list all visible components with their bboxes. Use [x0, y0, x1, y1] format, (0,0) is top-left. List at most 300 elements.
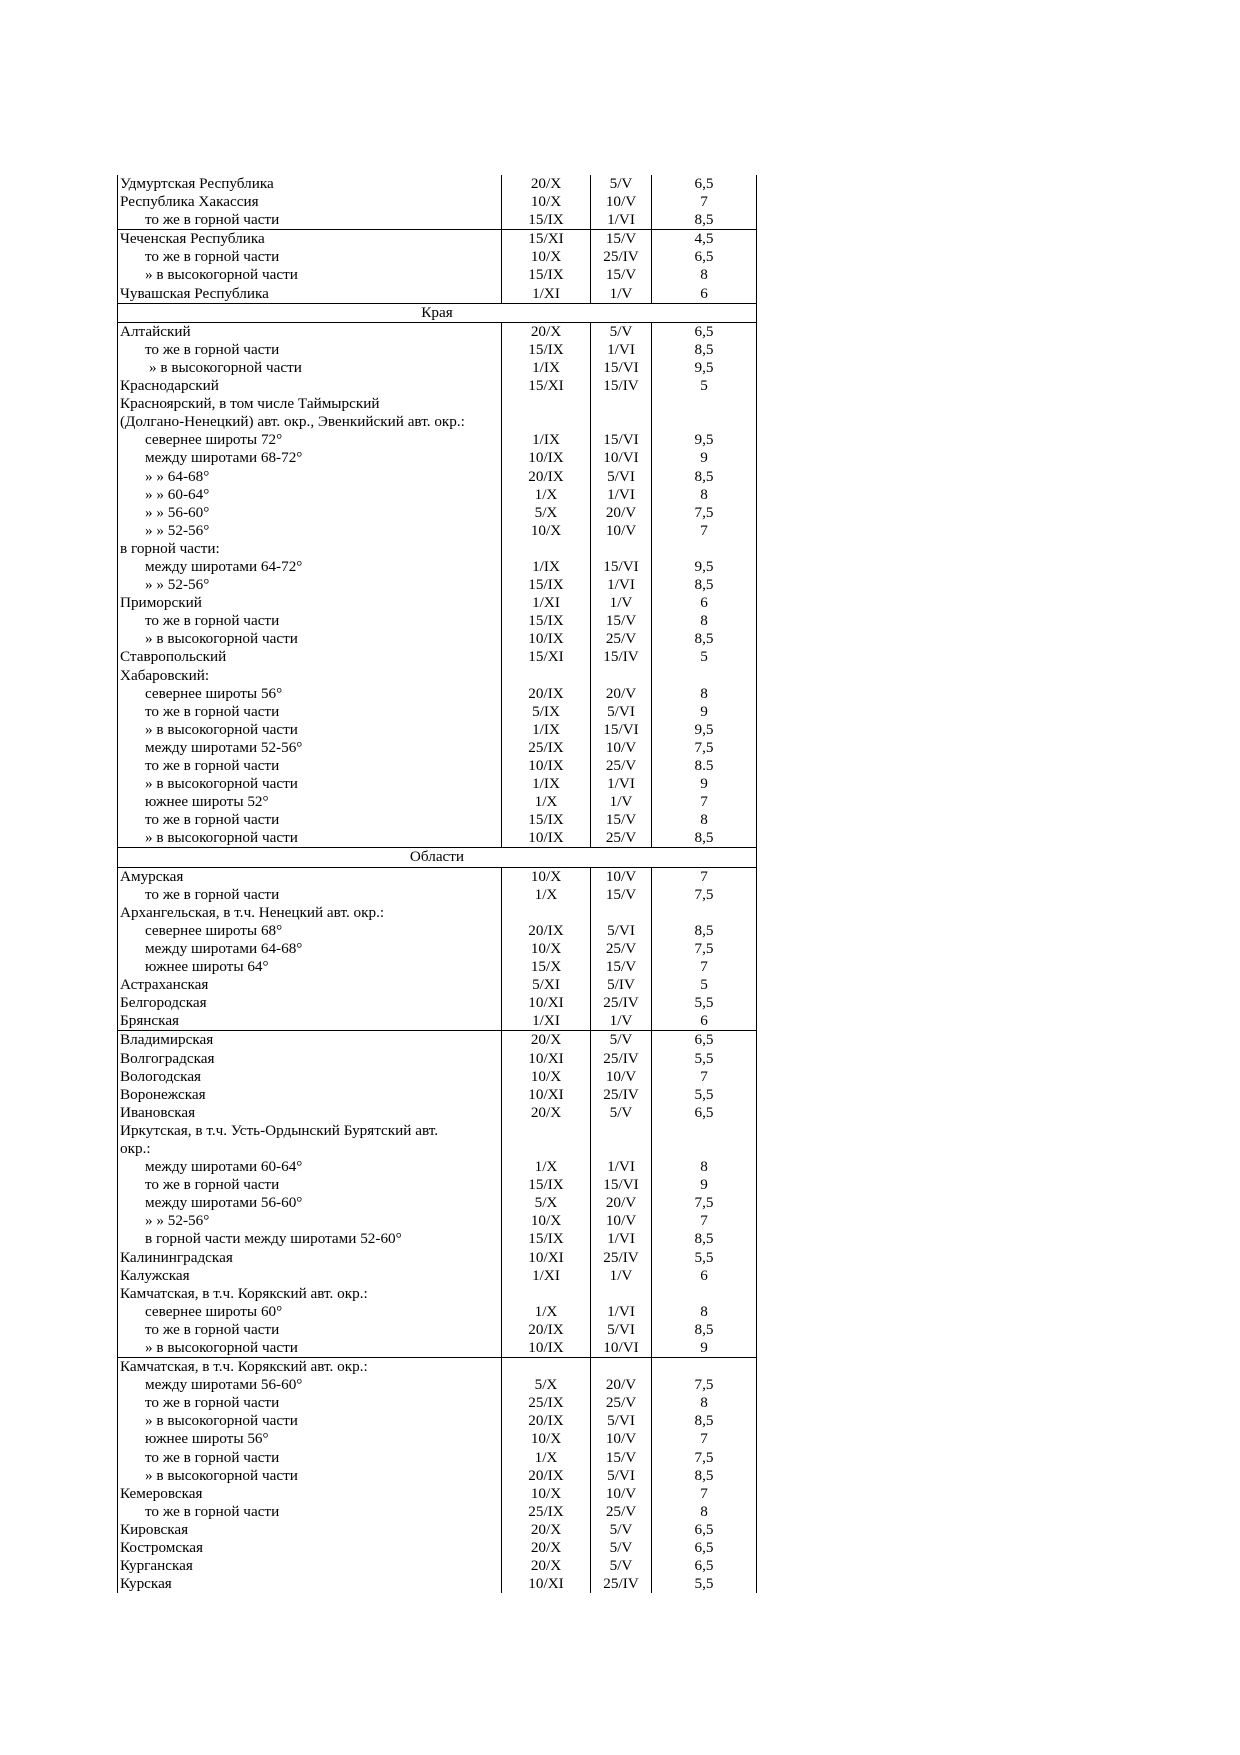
start-date-cell: 10/XI [502, 1575, 591, 1593]
table-row [118, 1176, 757, 1194]
region-name-cell: » в высокогорной части [118, 1467, 502, 1485]
region-name-cell: Краснодарский [118, 377, 502, 395]
start-date-cell: 1/IX [502, 431, 591, 449]
duration-cell: 8.5 [652, 757, 757, 775]
duration-cell: 8,5 [652, 1412, 757, 1430]
region-name-cell: Чувашская Республика [118, 285, 502, 304]
table-row [118, 630, 757, 648]
start-date-cell: 15/IX [502, 1176, 591, 1194]
region-name-cell: Приморский [118, 594, 502, 612]
region-name-cell: южнее широты 64° [118, 958, 502, 976]
start-date-cell [502, 667, 591, 685]
region-name-cell: » » 52-56° [118, 1212, 502, 1230]
duration-cell: 8,5 [652, 1230, 757, 1248]
end-date-cell [591, 395, 652, 413]
duration-cell [652, 395, 757, 413]
start-date-cell: 1/IX [502, 359, 591, 377]
table-row [118, 886, 757, 904]
table-row [118, 1485, 757, 1503]
end-date-cell: 1/VI [591, 576, 652, 594]
start-date-cell: 1/X [502, 486, 591, 504]
region-name-cell: Республика Хакассия [118, 193, 502, 211]
duration-cell: 7 [652, 958, 757, 976]
region-name-cell: то же в горной части [118, 886, 502, 904]
duration-cell: 5,5 [652, 1575, 757, 1593]
duration-cell: 7 [652, 1430, 757, 1448]
duration-cell: 7 [652, 1068, 757, 1086]
end-date-cell: 5/V [591, 1031, 652, 1050]
start-date-cell: 15/IX [502, 576, 591, 594]
table-row [118, 431, 757, 449]
table-row [118, 867, 757, 886]
start-date-cell: 20/X [502, 1104, 591, 1122]
duration-cell: 8 [652, 1158, 757, 1176]
duration-cell: 8 [652, 685, 757, 703]
region-name-cell: Владимирская [118, 1031, 502, 1050]
table-row [118, 1285, 757, 1303]
duration-cell: 8,5 [652, 468, 757, 486]
start-date-cell: 25/IX [502, 1394, 591, 1412]
region-name-cell: » » 60-64° [118, 486, 502, 504]
end-date-cell: 10/V [591, 522, 652, 540]
table-row [118, 395, 757, 413]
table-row [118, 940, 757, 958]
duration-cell: 7,5 [652, 940, 757, 958]
start-date-cell: 10/X [502, 193, 591, 211]
duration-cell: 5 [652, 648, 757, 666]
duration-cell: 7,5 [652, 886, 757, 904]
end-date-cell: 25/IV [591, 1249, 652, 1267]
start-date-cell: 1/X [502, 1303, 591, 1321]
duration-cell: 8,5 [652, 1467, 757, 1485]
start-date-cell: 1/X [502, 1158, 591, 1176]
duration-cell: 8 [652, 266, 757, 284]
end-date-cell: 15/V [591, 266, 652, 284]
duration-cell: 9 [652, 1176, 757, 1194]
end-date-cell: 15/VI [591, 359, 652, 377]
duration-cell: 6 [652, 594, 757, 612]
region-name-cell: то же в горной части [118, 211, 502, 230]
end-date-cell: 5/V [591, 1104, 652, 1122]
table-row [118, 1267, 757, 1285]
duration-cell: 5,5 [652, 1086, 757, 1104]
end-date-cell: 5/IV [591, 976, 652, 994]
end-date-cell: 1/V [591, 594, 652, 612]
start-date-cell: 1/XI [502, 285, 591, 304]
table-row [118, 1140, 757, 1158]
start-date-cell: 5/XI [502, 976, 591, 994]
region-name-cell: то же в горной части [118, 1449, 502, 1467]
table-row [118, 230, 757, 249]
table-row [118, 976, 757, 994]
table-row [118, 175, 757, 193]
end-date-cell: 10/V [591, 1212, 652, 1230]
start-date-cell: 10/XI [502, 1050, 591, 1068]
start-date-cell: 10/X [502, 867, 591, 886]
duration-cell: 7 [652, 1212, 757, 1230]
end-date-cell: 25/IV [591, 1086, 652, 1104]
region-name-cell: то же в горной части [118, 341, 502, 359]
region-name-cell: то же в горной части [118, 1503, 502, 1521]
table-row [118, 667, 757, 685]
region-name-cell: в горной части между широтами 52-60° [118, 1230, 502, 1248]
region-name-cell: то же в горной части [118, 811, 502, 829]
end-date-cell: 5/VI [591, 1412, 652, 1430]
duration-cell: 9 [652, 1339, 757, 1358]
table-row [118, 994, 757, 1012]
duration-cell: 6,5 [652, 1031, 757, 1050]
duration-cell: 5 [652, 976, 757, 994]
region-name-cell: между широтами 56-60° [118, 1194, 502, 1212]
end-date-cell [591, 1140, 652, 1158]
table-row [118, 1339, 757, 1358]
duration-cell [652, 667, 757, 685]
end-date-cell: 15/V [591, 811, 652, 829]
duration-cell [652, 1140, 757, 1158]
end-date-cell: 5/V [591, 322, 652, 341]
region-name-cell: Камчатская, в т.ч. Корякский авт. окр.: [118, 1285, 502, 1303]
start-date-cell: 20/IX [502, 468, 591, 486]
start-date-cell: 1/X [502, 886, 591, 904]
duration-cell: 8,5 [652, 341, 757, 359]
table-row [118, 1031, 757, 1050]
duration-cell: 9,5 [652, 431, 757, 449]
end-date-cell: 1/V [591, 1012, 652, 1031]
table-row [118, 248, 757, 266]
start-date-cell: 15/IX [502, 211, 591, 230]
section-header-row [118, 303, 757, 322]
duration-cell: 5,5 [652, 1050, 757, 1068]
region-name-cell: (Долгано-Ненецкий) авт. окр., Эвенкийский авт. окр.: [118, 413, 502, 431]
table-row [118, 958, 757, 976]
start-date-cell: 20/X [502, 1031, 591, 1050]
start-date-cell: 15/IX [502, 341, 591, 359]
start-date-cell: 10/IX [502, 829, 591, 848]
region-name-cell: между широтами 68-72° [118, 449, 502, 467]
start-date-cell: 25/IX [502, 739, 591, 757]
table-row [118, 1249, 757, 1267]
table-row [118, 922, 757, 940]
start-date-cell: 1/X [502, 1449, 591, 1467]
table-row [118, 1303, 757, 1321]
end-date-cell: 1/VI [591, 1303, 652, 1321]
start-date-cell: 20/IX [502, 922, 591, 940]
region-name-cell: Белгородская [118, 994, 502, 1012]
start-date-cell: 1/XI [502, 1267, 591, 1285]
end-date-cell: 20/V [591, 1376, 652, 1394]
region-name-cell: окр.: [118, 1140, 502, 1158]
end-date-cell: 10/V [591, 193, 652, 211]
duration-cell: 9 [652, 449, 757, 467]
start-date-cell: 10/IX [502, 449, 591, 467]
start-date-cell: 20/X [502, 1521, 591, 1539]
table-row [118, 504, 757, 522]
end-date-cell: 15/VI [591, 431, 652, 449]
start-date-cell: 10/IX [502, 1339, 591, 1358]
end-date-cell: 15/VI [591, 1176, 652, 1194]
end-date-cell [591, 667, 652, 685]
region-name-cell: Кировская [118, 1521, 502, 1539]
region-name-cell: » в высокогорной части [118, 266, 502, 284]
end-date-cell: 25/V [591, 1503, 652, 1521]
region-name-cell: севернее широты 60° [118, 1303, 502, 1321]
end-date-cell: 15/V [591, 886, 652, 904]
duration-cell: 8 [652, 1394, 757, 1412]
table-row [118, 685, 757, 703]
region-name-cell: Курганская [118, 1557, 502, 1575]
region-name-cell: » » 56-60° [118, 504, 502, 522]
start-date-cell: 15/XI [502, 377, 591, 395]
region-name-cell: Волгоградская [118, 1050, 502, 1068]
end-date-cell [591, 540, 652, 558]
document-page [117, 175, 756, 1593]
start-date-cell: 20/X [502, 322, 591, 341]
duration-cell: 9,5 [652, 558, 757, 576]
start-date-cell: 20/IX [502, 1321, 591, 1339]
duration-cell: 6 [652, 285, 757, 304]
duration-cell: 6,5 [652, 322, 757, 341]
table-row [118, 612, 757, 630]
end-date-cell: 1/VI [591, 341, 652, 359]
table-row [118, 322, 757, 341]
end-date-cell: 25/V [591, 829, 652, 848]
start-date-cell: 5/X [502, 1194, 591, 1212]
table-row [118, 341, 757, 359]
region-name-cell: севернее широты 68° [118, 922, 502, 940]
table-row [118, 522, 757, 540]
end-date-cell: 25/V [591, 1394, 652, 1412]
end-date-cell: 25/IV [591, 248, 652, 266]
region-name-cell: » в высокогорной части [118, 829, 502, 848]
duration-cell: 9,5 [652, 359, 757, 377]
region-name-cell: Чеченская Республика [118, 230, 502, 249]
end-date-cell: 25/IV [591, 1050, 652, 1068]
table-row [118, 1557, 757, 1575]
end-date-cell: 10/VI [591, 449, 652, 467]
duration-cell: 8,5 [652, 211, 757, 230]
region-name-cell: » в высокогорной части [118, 630, 502, 648]
table-row [118, 811, 757, 829]
start-date-cell: 15/IX [502, 612, 591, 630]
region-name-cell: Красноярский, в том числе Таймырский [118, 395, 502, 413]
start-date-cell: 1/XI [502, 594, 591, 612]
duration-cell: 7,5 [652, 1376, 757, 1394]
duration-cell: 7 [652, 1485, 757, 1503]
region-name-cell: Астраханская [118, 976, 502, 994]
duration-cell: 6,5 [652, 175, 757, 193]
region-name-cell: » » 52-56° [118, 522, 502, 540]
end-date-cell: 10/V [591, 1068, 652, 1086]
duration-cell: 5 [652, 377, 757, 395]
region-name-cell: » » 52-56° [118, 576, 502, 594]
duration-cell: 7 [652, 193, 757, 211]
table-row [118, 703, 757, 721]
end-date-cell: 10/V [591, 867, 652, 886]
table-row [118, 540, 757, 558]
region-name-cell: Курская [118, 1575, 502, 1593]
end-date-cell: 10/V [591, 1430, 652, 1448]
end-date-cell [591, 1285, 652, 1303]
region-name-cell: Ставропольский [118, 648, 502, 666]
duration-cell: 7 [652, 867, 757, 886]
start-date-cell: 10/XI [502, 994, 591, 1012]
start-date-cell: 10/IX [502, 757, 591, 775]
duration-cell: 8 [652, 486, 757, 504]
duration-cell: 8 [652, 1503, 757, 1521]
duration-cell [652, 540, 757, 558]
region-name-cell: то же в горной части [118, 612, 502, 630]
table-row [118, 486, 757, 504]
start-date-cell: 20/X [502, 1539, 591, 1557]
start-date-cell: 10/X [502, 1485, 591, 1503]
start-date-cell [502, 413, 591, 431]
region-name-cell: » в высокогорной части [118, 1412, 502, 1430]
duration-cell: 5,5 [652, 994, 757, 1012]
end-date-cell: 5/VI [591, 703, 652, 721]
start-date-cell: 1/XI [502, 1012, 591, 1031]
region-name-cell: Костромская [118, 1539, 502, 1557]
duration-cell [652, 904, 757, 922]
start-date-cell: 10/X [502, 1430, 591, 1448]
start-date-cell [502, 540, 591, 558]
end-date-cell: 25/IV [591, 1575, 652, 1593]
start-date-cell: 5/X [502, 1376, 591, 1394]
table-row [118, 648, 757, 666]
table-row [118, 1575, 757, 1593]
duration-cell: 6 [652, 1012, 757, 1031]
table-row [118, 721, 757, 739]
end-date-cell [591, 1122, 652, 1140]
end-date-cell: 1/V [591, 285, 652, 304]
duration-cell: 8,5 [652, 922, 757, 940]
end-date-cell: 5/VI [591, 922, 652, 940]
region-name-cell: » в высокогорной части [118, 721, 502, 739]
start-date-cell [502, 1122, 591, 1140]
region-name-cell: то же в горной части [118, 757, 502, 775]
region-name-cell: севернее широты 72° [118, 431, 502, 449]
start-date-cell: 15/X [502, 958, 591, 976]
region-name-cell: то же в горной части [118, 703, 502, 721]
table-row [118, 1068, 757, 1086]
end-date-cell: 20/V [591, 685, 652, 703]
start-date-cell: 20/IX [502, 1412, 591, 1430]
duration-cell: 7 [652, 793, 757, 811]
duration-cell: 9,5 [652, 721, 757, 739]
table-row [118, 1321, 757, 1339]
duration-cell: 9 [652, 703, 757, 721]
region-name-cell: Воронежская [118, 1086, 502, 1104]
duration-cell: 7,5 [652, 739, 757, 757]
region-name-cell: южнее широты 52° [118, 793, 502, 811]
duration-cell: 6,5 [652, 1521, 757, 1539]
heating-season-table [117, 175, 757, 1593]
start-date-cell: 10/X [502, 248, 591, 266]
region-name-cell: между широтами 64-68° [118, 940, 502, 958]
end-date-cell: 5/V [591, 1557, 652, 1575]
table-row [118, 377, 757, 395]
end-date-cell: 15/V [591, 958, 652, 976]
region-name-cell: то же в горной части [118, 248, 502, 266]
table-row [118, 285, 757, 304]
start-date-cell [502, 1285, 591, 1303]
region-name-cell: » в высокогорной части [118, 1339, 502, 1358]
end-date-cell: 1/VI [591, 775, 652, 793]
start-date-cell: 15/IX [502, 266, 591, 284]
region-name-cell: Амурская [118, 867, 502, 886]
duration-cell: 6 [652, 1267, 757, 1285]
start-date-cell: 10/X [502, 522, 591, 540]
table-row [118, 1449, 757, 1467]
end-date-cell [591, 904, 652, 922]
table-row [118, 1394, 757, 1412]
duration-cell: 7,5 [652, 504, 757, 522]
end-date-cell: 1/VI [591, 486, 652, 504]
end-date-cell: 1/VI [591, 1158, 652, 1176]
duration-cell [652, 1358, 757, 1377]
start-date-cell: 10/XI [502, 1086, 591, 1104]
duration-cell: 8 [652, 612, 757, 630]
duration-cell [652, 413, 757, 431]
table-row [118, 193, 757, 211]
end-date-cell: 15/V [591, 612, 652, 630]
start-date-cell: 10/X [502, 940, 591, 958]
region-name-cell: Алтайский [118, 322, 502, 341]
end-date-cell: 20/V [591, 1194, 652, 1212]
start-date-cell: 20/X [502, 1557, 591, 1575]
table-row [118, 1503, 757, 1521]
start-date-cell: 15/XI [502, 230, 591, 249]
region-name-cell: Калининградская [118, 1249, 502, 1267]
region-name-cell: Кемеровская [118, 1485, 502, 1503]
start-date-cell: 10/IX [502, 630, 591, 648]
end-date-cell: 15/IV [591, 648, 652, 666]
table-row [118, 558, 757, 576]
start-date-cell: 1/IX [502, 721, 591, 739]
table-row [118, 1412, 757, 1430]
end-date-cell: 15/IV [591, 377, 652, 395]
start-date-cell [502, 904, 591, 922]
region-name-cell: Архангельская, в т.ч. Ненецкий авт. окр.: [118, 904, 502, 922]
end-date-cell: 10/V [591, 1485, 652, 1503]
start-date-cell: 10/XI [502, 1249, 591, 1267]
duration-cell: 8 [652, 1303, 757, 1321]
region-name-cell: » в высокогорной части [118, 359, 502, 377]
region-name-cell: между широтами 64-72° [118, 558, 502, 576]
table-row [118, 1158, 757, 1176]
table-row [118, 793, 757, 811]
duration-cell: 6,5 [652, 1104, 757, 1122]
table-row [118, 1521, 757, 1539]
region-name-cell: то же в горной части [118, 1176, 502, 1194]
end-date-cell: 20/V [591, 504, 652, 522]
end-date-cell: 25/V [591, 757, 652, 775]
table-row [118, 739, 757, 757]
table-row [118, 1086, 757, 1104]
end-date-cell: 15/V [591, 1449, 652, 1467]
start-date-cell: 20/IX [502, 1467, 591, 1485]
start-date-cell: 20/IX [502, 685, 591, 703]
table-row [118, 1376, 757, 1394]
region-name-cell: севернее широты 56° [118, 685, 502, 703]
section-header-row [118, 848, 757, 867]
table-row [118, 1012, 757, 1031]
table-row [118, 1358, 757, 1377]
table-row [118, 211, 757, 230]
end-date-cell: 5/V [591, 175, 652, 193]
duration-cell: 7,5 [652, 1194, 757, 1212]
start-date-cell: 10/X [502, 1068, 591, 1086]
end-date-cell: 15/VI [591, 558, 652, 576]
